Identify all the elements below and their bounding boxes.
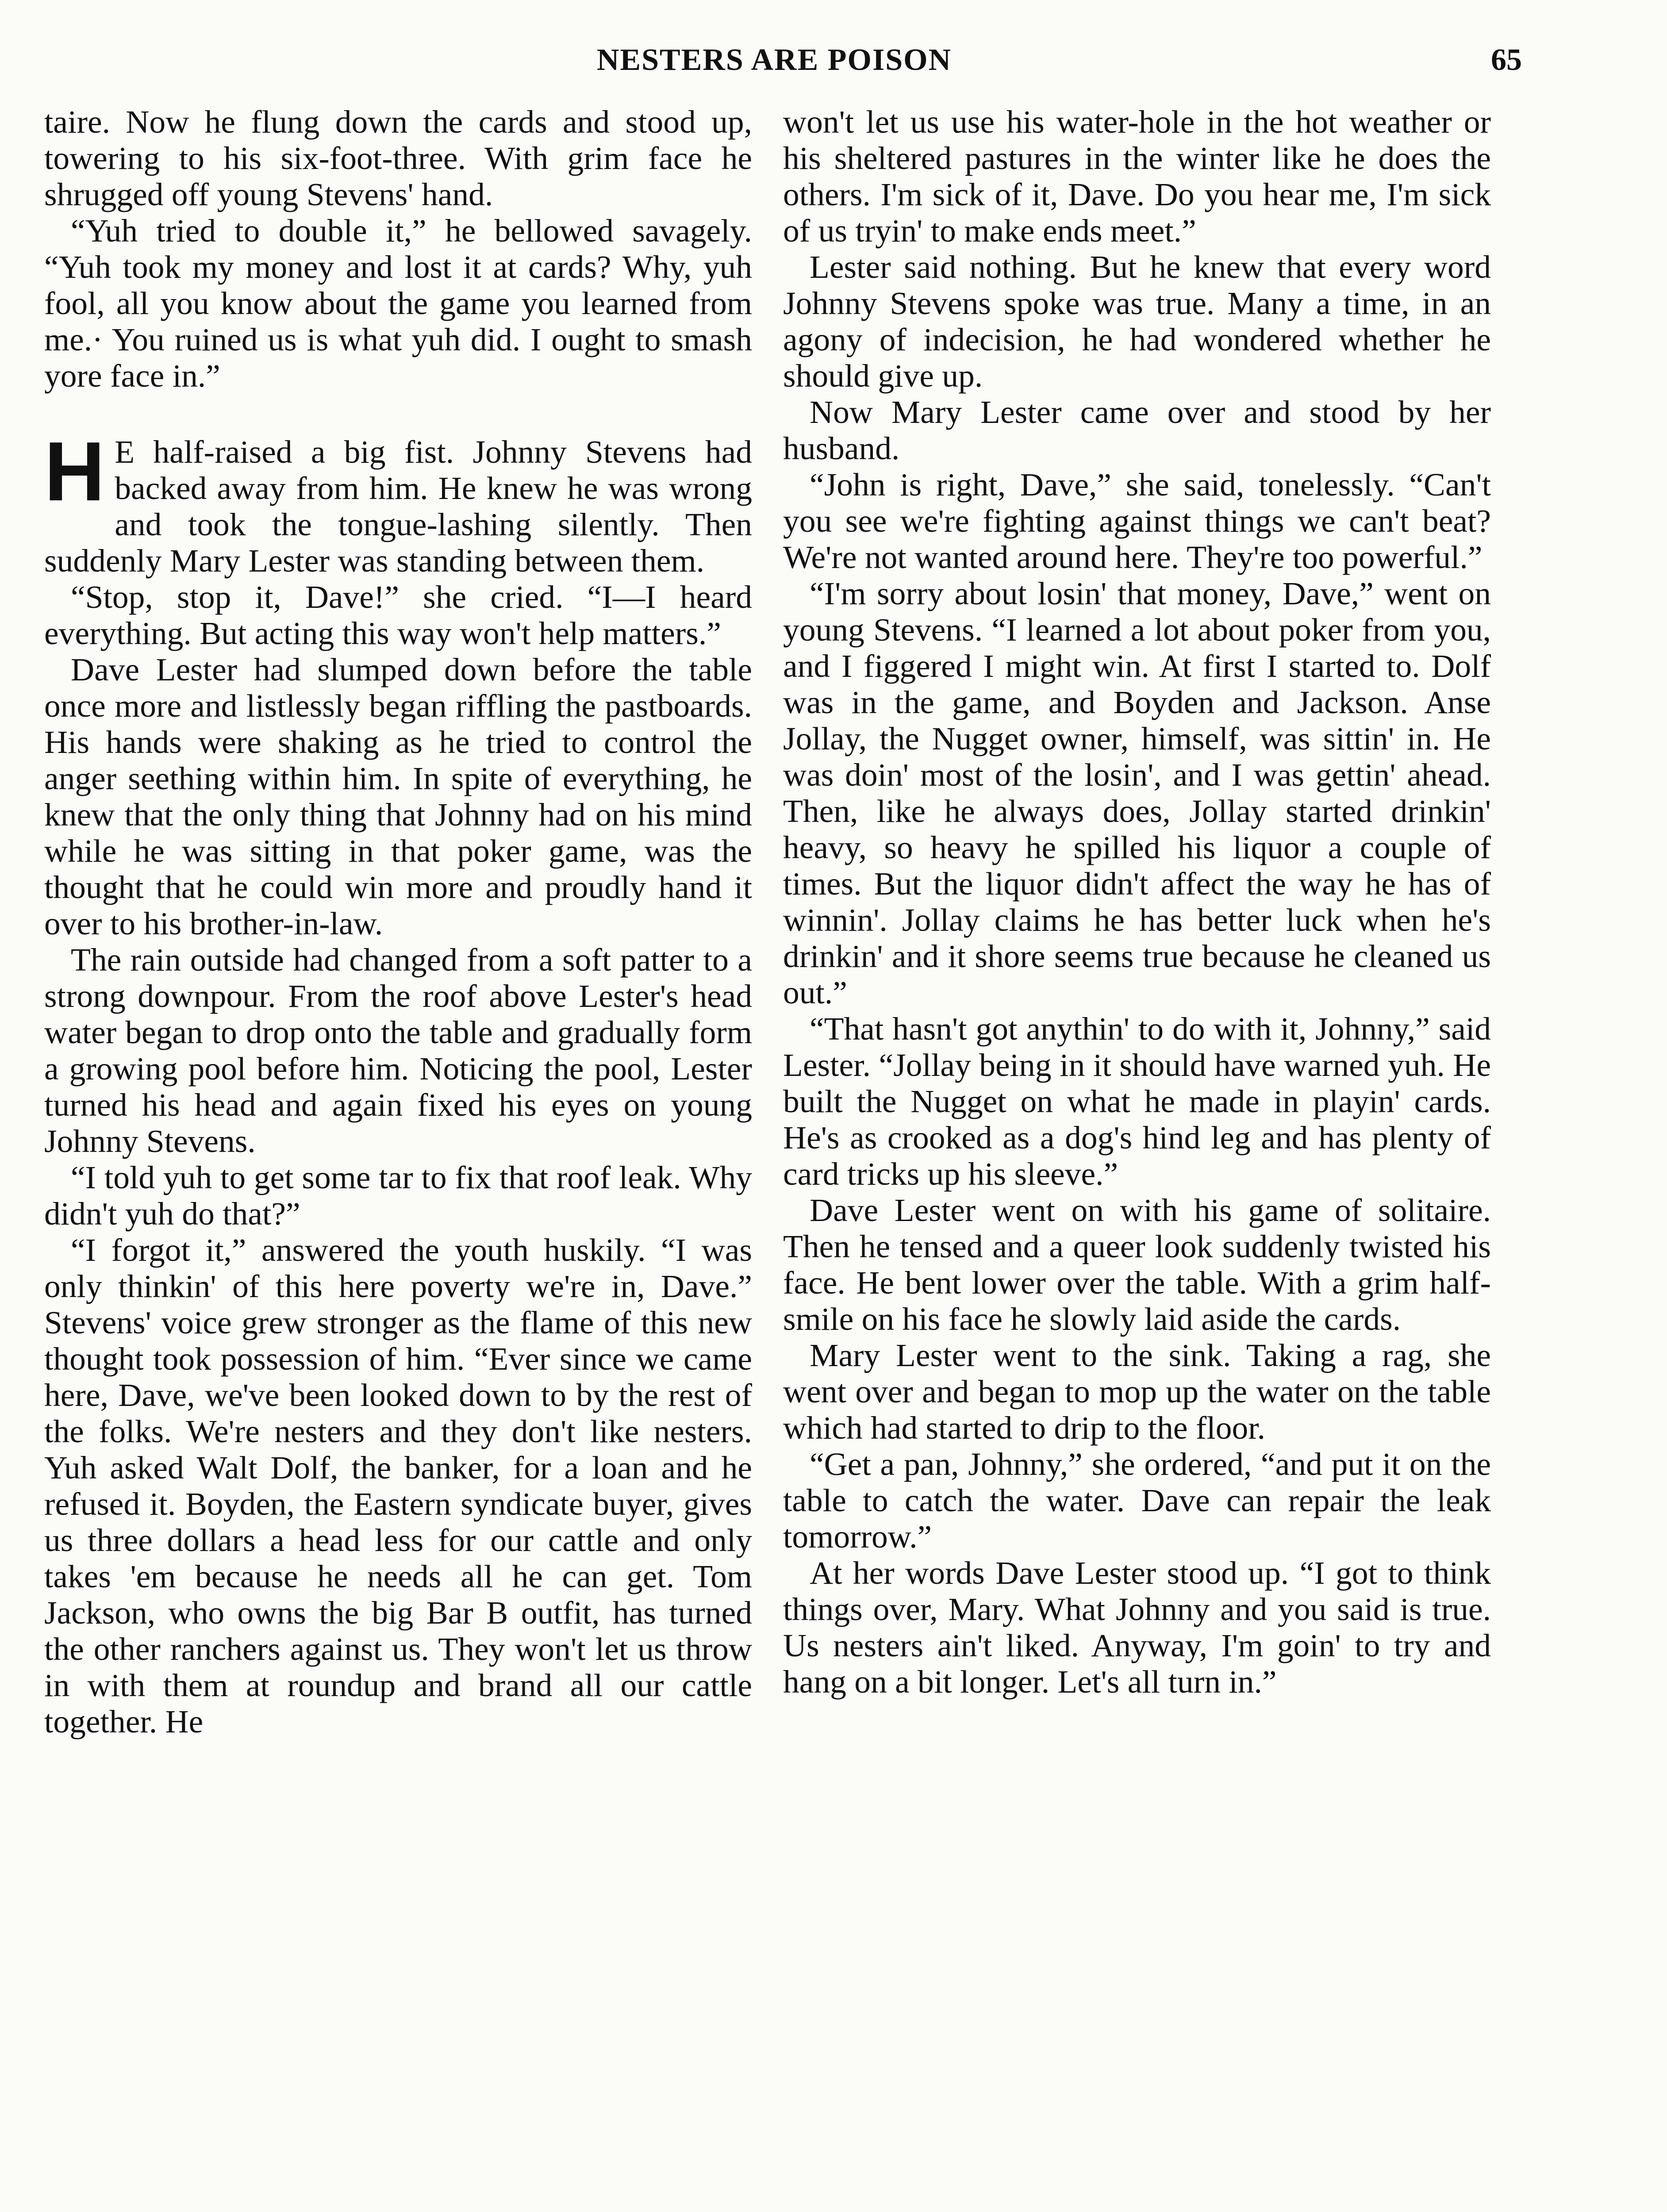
drop-cap: H <box>44 425 105 518</box>
paragraph: Mary Lester went to the sink. Taking a rag, she went over and began to mop up the water on the table which had started to drip to the floor. <box>783 1337 1491 1446</box>
right-column <box>783 104 1491 1700</box>
paragraph: “I forgot it,” answered the youth huskily. “I was only thinkin' of this here poverty we're in, Dave.” Stevens' voice grew stronger as the flame of this new thought took possession of him. “Ever since we came here, Dave, we've been looked down to by the rest of the folks. We're nesters and they don't like nesters. Yuh asked Walt Dolf, the banker, for a loan and he refused it. Boyden, the Eastern syndicate buyer, gives us three dollars a head less for our cattle and only takes 'em because he needs all he can get. Tom Jackson, who owns the big Bar B outfit, has turned the other ranchers against us. They won't let us throw in with them at roundup and brand all our cattle together. He <box>44 1232 752 1740</box>
paragraph: The rain outside had changed from a soft patter to a strong downpour. From the roof above Lester's head water began to drop onto the table and gradually form a growing pool before him. Noticing the pool, Lester turned his head and again fixed his eyes on young Johnny Stevens. <box>44 942 752 1159</box>
paragraph: Dave Lester went on with his game of solitaire. Then he tensed and a queer look suddenly twisted his face. He bent lower over the table. With a grim half-smile on his face he slowly laid aside the cards. <box>783 1192 1491 1337</box>
paragraph: At her words Dave Lester stood up. “I got to think things over, Mary. What Johnny and you said is true. Us nesters ain't liked. Anyway, I'm goin' to try and hang on a bit longer. Let's all turn in.” <box>783 1555 1491 1700</box>
paragraph-with-drop-cap <box>44 425 752 579</box>
paragraph-text: E half-raised a big fist. Johnny Stevens had backed away from him. He knew he was wrong and took the tongue-lashing silently. Then suddenly Mary Lester was standing between them. <box>44 434 752 579</box>
page-header <box>44 42 1522 87</box>
paragraph: “John is right, Dave,” she said, tonelessly. “Can't you see we're fighting against things we can't beat? We're not wanted around here. They're too powerful.” <box>783 467 1491 575</box>
paragraph: “That hasn't got anythin' to do with it, Johnny,” said Lester. “Jollay being in it should have warned yuh. He built the Nugget on what he made in playin' cards. He's as crooked as a dog's hind leg and has plenty of card tricks up his sleeve.” <box>783 1011 1491 1192</box>
paragraph: Now Mary Lester came over and stood by her husband. <box>783 394 1491 466</box>
paragraph: taire. Now he flung down the cards and stood up, towering to his six-foot-three. With grim face he shrugged off young Stevens' hand. <box>44 104 752 212</box>
paragraph: Lester said nothing. But he knew that every word Johnny Stevens spoke was true. Many a time, in an agony of indecision, he had wondered whether he should give up. <box>783 249 1491 394</box>
left-column <box>44 104 752 1740</box>
paragraph: Dave Lester had slumped down before the table once more and listlessly began riffling the pastboards. His hands were shaking as he tried to control the anger seething within him. In spite of everything, he knew that the only thing that Johnny had on his mind while he was sitting in that poker game, was the thought that he could win more and proudly hand it over to his brother-in-law. <box>44 652 752 941</box>
paragraph: won't let us use his water-hole in the hot weather or his sheltered pastures in the winter like he does the others. I'm sick of it, Dave. Do you hear me, I'm sick of us tryin' to make ends meet.” <box>783 104 1491 249</box>
running-title: NESTERS ARE POISON <box>596 43 952 77</box>
page-number: 65 <box>1491 43 1522 77</box>
paragraph: “Yuh tried to double it,” he bellowed savagely. “Yuh took my money and lost it at cards? Why, yuh fool, all you know about the game you learned from me.· You ruined us is what yuh did. I ought to smash yore face in.” <box>44 213 752 394</box>
paragraph: “Stop, stop it, Dave!” she cried. “I—I heard everything. But acting this way won't help matters.” <box>44 579 752 651</box>
paragraph: “I told yuh to get some tar to fix that roof leak. Why didn't yuh do that?” <box>44 1160 752 1232</box>
paragraph: “Get a pan, Johnny,” she ordered, “and put it on the table to catch the water. Dave can repair the leak tomorrow.” <box>783 1446 1491 1555</box>
paragraph: “I'm sorry about losin' that money, Dave,” went on young Stevens. “I learned a lot about poker from you, and I figgered I might win. At first I started to. Dolf was in the game, and Boyden and Jackson. Anse Jollay, the Nugget owner, himself, was sittin' in. He was doin' most of the losin', and I was gettin' ahead. Then, like he always does, Jollay started drinkin' heavy, so heavy he spilled his liquor a couple of times. But the liquor didn't affect the way he has of winnin'. Jollay claims he has better luck when he's drinkin' and it shore seems true because he cleaned us out.” <box>783 576 1491 1010</box>
